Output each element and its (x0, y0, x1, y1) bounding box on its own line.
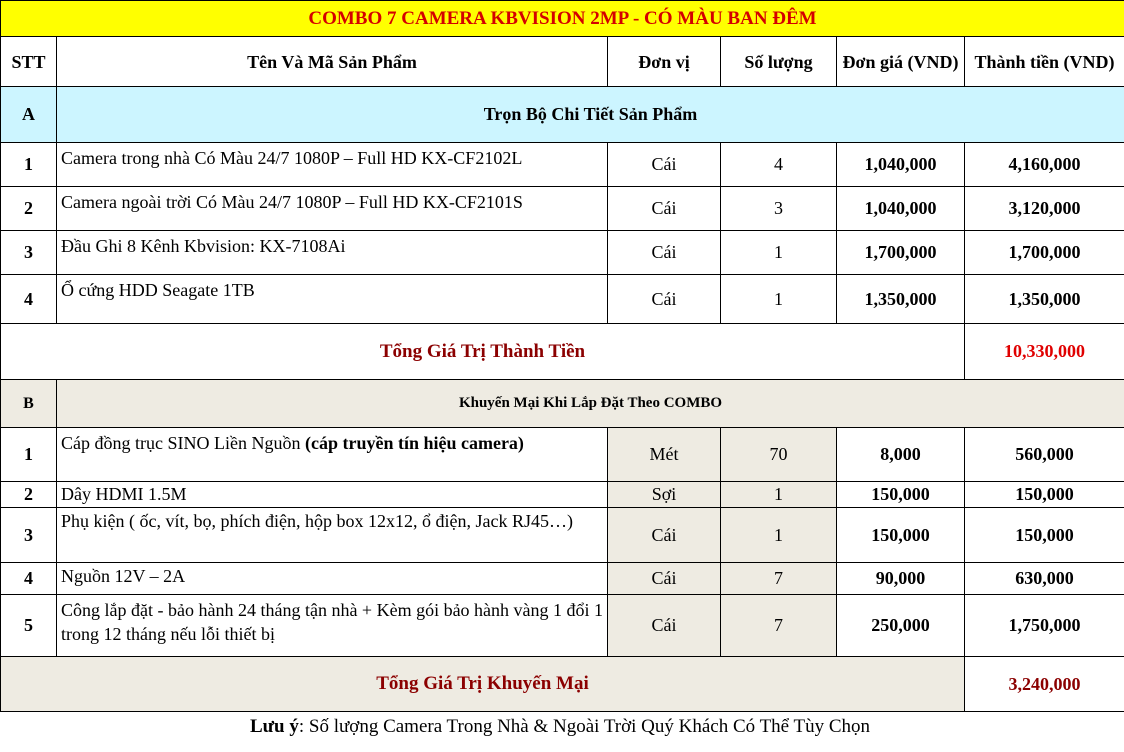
row-stt: 1 (1, 143, 57, 187)
section-b-code: B (1, 380, 57, 428)
row-stt: 4 (1, 563, 57, 595)
header-total: Thành tiền (VND) (965, 37, 1124, 87)
row-stt: 2 (1, 482, 57, 508)
row-quantity: 70 (721, 428, 837, 482)
header-quantity: Số lượng (721, 37, 837, 87)
row-unit: Sợi (608, 482, 721, 508)
table-row (1, 508, 1124, 563)
footnote (0, 716, 1120, 738)
row-unit: Cái (608, 231, 721, 275)
row-total: 630,000 (965, 563, 1124, 595)
row-quantity: 1 (721, 482, 837, 508)
row-quantity: 7 (721, 563, 837, 595)
row-unit: Mét (608, 428, 721, 482)
row-stt: 4 (1, 275, 57, 324)
row-product-name: Ổ cứng HDD Seagate 1TB (57, 275, 608, 324)
section-b-title: Khuyến Mại Khi Lắp Đặt Theo COMBO (57, 380, 1124, 428)
table-row (1, 563, 1124, 595)
table-row (1, 143, 1124, 187)
row-unit: Cái (608, 275, 721, 324)
row-unit-price: 1,700,000 (837, 231, 965, 275)
row-total: 1,350,000 (965, 275, 1124, 324)
row-unit: Cái (608, 595, 721, 657)
row-unit-price: 1,040,000 (837, 187, 965, 231)
row-quantity: 1 (721, 275, 837, 324)
row-stt: 2 (1, 187, 57, 231)
row-product-name: Nguồn 12V – 2A (57, 563, 608, 595)
row-product-name (57, 428, 608, 482)
table-row (1, 275, 1124, 324)
section-a-title: Trọn Bộ Chi Tiết Sản Phẩm (57, 87, 1124, 143)
row-product-name: Dây HDMI 1.5M (57, 482, 608, 508)
row-product-name: Camera ngoài trời Có Màu 24/7 1080P – Full HD KX-CF2101S (57, 187, 608, 231)
header-unit: Đơn vị (608, 37, 721, 87)
row-quantity: 1 (721, 231, 837, 275)
row-total: 150,000 (965, 482, 1124, 508)
table-row (1, 187, 1124, 231)
row-quantity: 1 (721, 508, 837, 563)
header-unit-price: Đơn giá (VND) (837, 37, 965, 87)
header-product-name: Tên Và Mã Sản Phẩm (57, 37, 608, 87)
row-unit: Cái (608, 508, 721, 563)
row-unit-price: 8,000 (837, 428, 965, 482)
row-unit-price: 150,000 (837, 508, 965, 563)
header-stt: STT (1, 37, 57, 87)
section-a-total-value: 10,330,000 (965, 324, 1124, 380)
row-unit: Cái (608, 143, 721, 187)
section-b-total-label: Tổng Giá Trị Khuyến Mại (1, 657, 965, 712)
row-total: 4,160,000 (965, 143, 1124, 187)
row-total: 1,700,000 (965, 231, 1124, 275)
row-product-name: Đầu Ghi 8 Kênh Kbvision: KX-7108Ai (57, 231, 608, 275)
row-unit: Cái (608, 187, 721, 231)
row-product-name: Phụ kiện ( ốc, vít, bọ, phích điện, hộp box 12x12, ổ điện, Jack RJ45…) (57, 508, 608, 563)
row-unit-price: 1,350,000 (837, 275, 965, 324)
table-row (1, 482, 1124, 508)
row-quantity: 4 (721, 143, 837, 187)
row-product-name: Công lắp đặt - bảo hành 24 tháng tận nhà + Kèm gói bảo hành vàng 1 đổi 1 trong 12 tháng nếu lỗi thiết bị (57, 595, 608, 657)
row-total: 150,000 (965, 508, 1124, 563)
row-unit: Cái (608, 563, 721, 595)
footnote-label: Lưu ý (249, 716, 299, 737)
row-total: 560,000 (965, 428, 1124, 482)
row-stt: 3 (1, 231, 57, 275)
row-stt: 5 (1, 595, 57, 657)
row-product-name-plain: Cáp đồng trục SINO Liền Nguồn (61, 433, 305, 453)
table-row (1, 428, 1124, 482)
row-stt: 3 (1, 508, 57, 563)
section-a-total-label: Tổng Giá Trị Thành Tiền (1, 324, 965, 380)
row-product-name: Camera trong nhà Có Màu 24/7 1080P – Full HD KX-CF2102L (57, 143, 608, 187)
row-stt: 1 (1, 428, 57, 482)
section-a-code: A (1, 87, 57, 143)
row-unit-price: 1,040,000 (837, 143, 965, 187)
row-unit-price: 90,000 (837, 563, 965, 595)
section-b-total-value: 3,240,000 (965, 657, 1124, 712)
row-unit-price: 250,000 (837, 595, 965, 657)
row-total: 1,750,000 (965, 595, 1124, 657)
row-quantity: 3 (721, 187, 837, 231)
row-product-name-bold: (cáp truyền tín hiệu camera) (304, 433, 524, 453)
footnote-text: : Số lượng Camera Trong Nhà & Ngoài Trời Quý Khách Có Thể Tùy Chọn (298, 716, 871, 737)
table-row (1, 595, 1124, 657)
row-total: 3,120,000 (965, 187, 1124, 231)
table-row (1, 231, 1124, 275)
combo-title: COMBO 7 CAMERA KBVISION 2MP - CÓ MÀU BAN ĐÊM (1, 1, 1124, 37)
row-quantity: 7 (721, 595, 837, 657)
row-unit-price: 150,000 (837, 482, 965, 508)
